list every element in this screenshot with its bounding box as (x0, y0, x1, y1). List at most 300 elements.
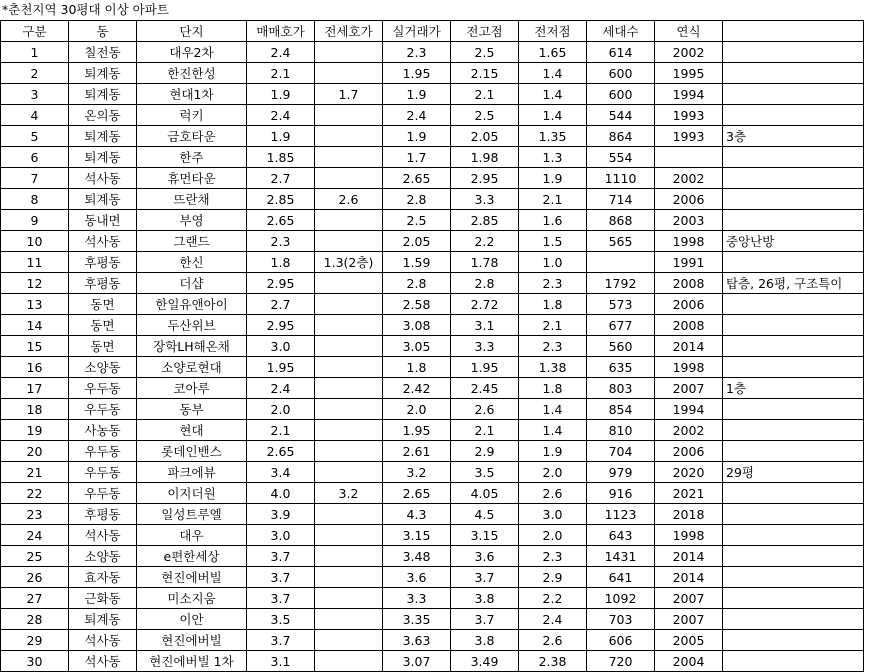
table-cell[interactable]: 1.3(2층) (315, 252, 383, 273)
table-cell[interactable]: 3.0 (247, 525, 315, 546)
table-cell[interactable]: 2.6 (519, 630, 587, 651)
table-cell[interactable]: 3 (1, 84, 69, 105)
column-header[interactable]: 전세호가 (315, 21, 383, 42)
table-cell[interactable]: 2.1 (451, 84, 519, 105)
table-cell[interactable]: 1.5 (519, 231, 587, 252)
table-cell[interactable]: 퇴계동 (69, 189, 137, 210)
table-cell[interactable]: 606 (587, 630, 655, 651)
table-cell[interactable]: 2.7 (247, 294, 315, 315)
table-cell[interactable] (723, 588, 864, 609)
table-cell[interactable]: 2.58 (383, 294, 451, 315)
table-cell[interactable] (723, 315, 864, 336)
table-cell[interactable]: 1.65 (519, 42, 587, 63)
table-cell[interactable] (587, 252, 655, 273)
table-cell[interactable]: 3.9 (247, 504, 315, 525)
table-cell[interactable] (723, 210, 864, 231)
table-cell[interactable]: 2.05 (451, 126, 519, 147)
table-cell[interactable]: 1092 (587, 588, 655, 609)
table-cell[interactable]: 대우2차 (137, 42, 247, 63)
table-cell[interactable]: 그랜드 (137, 231, 247, 252)
table-cell[interactable]: 3.7 (247, 630, 315, 651)
table-cell[interactable]: 2.65 (383, 483, 451, 504)
column-header[interactable]: 실거래가 (383, 21, 451, 42)
table-cell[interactable]: 2.38 (519, 651, 587, 672)
table-cell[interactable]: 3.6 (383, 567, 451, 588)
table-cell[interactable] (723, 630, 864, 651)
table-cell[interactable]: 3.5 (451, 462, 519, 483)
table-cell[interactable]: 한진한성 (137, 63, 247, 84)
table-cell[interactable]: 1.9 (519, 168, 587, 189)
table-cell[interactable]: 2.9 (451, 441, 519, 462)
table-cell[interactable]: 2008 (655, 273, 723, 294)
table-cell[interactable]: 퇴계동 (69, 147, 137, 168)
table-cell[interactable] (315, 546, 383, 567)
column-header[interactable]: 세대수 (587, 21, 655, 42)
table-cell[interactable]: 2.0 (383, 399, 451, 420)
table-cell[interactable]: 2.1 (519, 189, 587, 210)
table-cell[interactable] (723, 147, 864, 168)
table-cell[interactable]: 1.4 (519, 84, 587, 105)
table-cell[interactable]: 2.3 (519, 546, 587, 567)
table-cell[interactable]: 810 (587, 420, 655, 441)
table-cell[interactable] (315, 462, 383, 483)
table-cell[interactable]: 3.0 (519, 504, 587, 525)
table-cell[interactable]: 2007 (655, 588, 723, 609)
table-cell[interactable]: 3.6 (451, 546, 519, 567)
table-cell[interactable]: 탑층, 26평, 구조특이 (723, 273, 864, 294)
table-cell[interactable]: 석사동 (69, 651, 137, 672)
table-cell[interactable]: 1.9 (383, 84, 451, 105)
table-cell[interactable]: 1.7 (315, 84, 383, 105)
table-cell[interactable] (723, 441, 864, 462)
table-cell[interactable]: 현대1차 (137, 84, 247, 105)
table-cell[interactable]: 소양동 (69, 546, 137, 567)
table-cell[interactable]: 3.8 (451, 588, 519, 609)
table-cell[interactable]: 효자동 (69, 567, 137, 588)
table-cell[interactable]: 1.78 (451, 252, 519, 273)
table-cell[interactable]: 3.3 (451, 336, 519, 357)
table-cell[interactable]: 퇴계동 (69, 126, 137, 147)
table-cell[interactable]: 3.15 (383, 525, 451, 546)
table-cell[interactable] (315, 42, 383, 63)
table-cell[interactable]: 한신 (137, 252, 247, 273)
table-cell[interactable]: 21 (1, 462, 69, 483)
table-cell[interactable]: 1.3 (519, 147, 587, 168)
table-cell[interactable]: 1.59 (383, 252, 451, 273)
table-cell[interactable]: 현진에버빌 (137, 630, 247, 651)
table-cell[interactable]: 2014 (655, 546, 723, 567)
table-cell[interactable] (723, 189, 864, 210)
table-cell[interactable]: 635 (587, 357, 655, 378)
table-cell[interactable]: 28 (1, 609, 69, 630)
table-cell[interactable]: 1.4 (519, 63, 587, 84)
table-cell[interactable]: 우두동 (69, 399, 137, 420)
table-cell[interactable]: 17 (1, 378, 69, 399)
table-cell[interactable]: 퇴계동 (69, 609, 137, 630)
table-cell[interactable]: 1.6 (519, 210, 587, 231)
table-cell[interactable]: 더샵 (137, 273, 247, 294)
table-cell[interactable]: 1994 (655, 84, 723, 105)
table-cell[interactable]: 2.3 (519, 336, 587, 357)
table-cell[interactable]: 두산위브 (137, 315, 247, 336)
table-cell[interactable]: 대우 (137, 525, 247, 546)
table-cell[interactable]: 2.1 (247, 63, 315, 84)
table-cell[interactable]: 1.98 (451, 147, 519, 168)
table-cell[interactable] (723, 567, 864, 588)
table-cell[interactable]: 1998 (655, 231, 723, 252)
table-cell[interactable]: 868 (587, 210, 655, 231)
table-cell[interactable] (655, 147, 723, 168)
table-cell[interactable]: 중앙난방 (723, 231, 864, 252)
table-cell[interactable]: 4.05 (451, 483, 519, 504)
table-cell[interactable]: 18 (1, 399, 69, 420)
table-cell[interactable]: 803 (587, 378, 655, 399)
table-cell[interactable]: 1998 (655, 525, 723, 546)
table-cell[interactable]: 864 (587, 126, 655, 147)
table-cell[interactable] (723, 294, 864, 315)
table-cell[interactable]: 14 (1, 315, 69, 336)
table-cell[interactable]: 2018 (655, 504, 723, 525)
table-cell[interactable]: 13 (1, 294, 69, 315)
table-cell[interactable]: 560 (587, 336, 655, 357)
table-cell[interactable] (315, 147, 383, 168)
table-cell[interactable]: 8 (1, 189, 69, 210)
table-cell[interactable]: 석사동 (69, 168, 137, 189)
table-cell[interactable]: 16 (1, 357, 69, 378)
table-cell[interactable]: 2.95 (247, 315, 315, 336)
table-cell[interactable]: 2.8 (383, 189, 451, 210)
table-cell[interactable]: 2.05 (383, 231, 451, 252)
table-cell[interactable]: 2.0 (519, 525, 587, 546)
table-cell[interactable]: 2.2 (519, 588, 587, 609)
table-cell[interactable]: 2.9 (519, 567, 587, 588)
table-cell[interactable]: 12 (1, 273, 69, 294)
table-cell[interactable]: 1.7 (383, 147, 451, 168)
table-cell[interactable]: 2.15 (451, 63, 519, 84)
table-cell[interactable]: 720 (587, 651, 655, 672)
table-cell[interactable]: 2.0 (519, 462, 587, 483)
table-cell[interactable]: 6 (1, 147, 69, 168)
table-cell[interactable]: 2002 (655, 42, 723, 63)
table-cell[interactable]: 우두동 (69, 483, 137, 504)
table-cell[interactable]: 후평동 (69, 252, 137, 273)
table-cell[interactable]: 2.95 (451, 168, 519, 189)
table-cell[interactable]: 2.72 (451, 294, 519, 315)
table-cell[interactable]: 퇴계동 (69, 84, 137, 105)
table-cell[interactable]: 3.15 (451, 525, 519, 546)
table-cell[interactable]: 우두동 (69, 378, 137, 399)
table-cell[interactable]: 3.7 (247, 588, 315, 609)
table-cell[interactable]: 1.4 (519, 399, 587, 420)
table-cell[interactable]: 3.7 (451, 567, 519, 588)
table-cell[interactable]: 554 (587, 147, 655, 168)
table-cell[interactable]: 3.1 (247, 651, 315, 672)
table-cell[interactable]: 2.3 (519, 273, 587, 294)
table-cell[interactable]: 2.4 (247, 42, 315, 63)
table-cell[interactable]: 24 (1, 525, 69, 546)
table-cell[interactable]: 동내면 (69, 210, 137, 231)
table-cell[interactable]: 소양로현대 (137, 357, 247, 378)
table-cell[interactable]: 916 (587, 483, 655, 504)
table-cell[interactable]: 979 (587, 462, 655, 483)
table-cell[interactable]: 29평 (723, 462, 864, 483)
table-cell[interactable]: 2.45 (451, 378, 519, 399)
table-cell[interactable] (315, 609, 383, 630)
column-header[interactable] (723, 21, 864, 42)
table-cell[interactable]: 3.2 (383, 462, 451, 483)
table-cell[interactable]: 1.95 (451, 357, 519, 378)
table-cell[interactable]: 15 (1, 336, 69, 357)
table-cell[interactable] (315, 588, 383, 609)
table-cell[interactable]: 2014 (655, 567, 723, 588)
table-cell[interactable]: 3.7 (451, 609, 519, 630)
table-cell[interactable]: 29 (1, 630, 69, 651)
table-cell[interactable]: 3.48 (383, 546, 451, 567)
table-cell[interactable] (723, 357, 864, 378)
table-cell[interactable]: 3.0 (247, 336, 315, 357)
table-cell[interactable]: 3.08 (383, 315, 451, 336)
table-cell[interactable]: 사농동 (69, 420, 137, 441)
table-cell[interactable]: 3.5 (247, 609, 315, 630)
table-cell[interactable]: 파크에뷰 (137, 462, 247, 483)
table-cell[interactable]: 1123 (587, 504, 655, 525)
table-cell[interactable]: 23 (1, 504, 69, 525)
table-cell[interactable]: 2.4 (247, 378, 315, 399)
table-cell[interactable] (315, 525, 383, 546)
table-cell[interactable]: e편한세상 (137, 546, 247, 567)
table-cell[interactable] (315, 651, 383, 672)
table-cell[interactable] (315, 126, 383, 147)
table-cell[interactable] (723, 546, 864, 567)
table-cell[interactable]: 2006 (655, 189, 723, 210)
table-cell[interactable]: 3.1 (451, 315, 519, 336)
table-cell[interactable]: 한일유앤아이 (137, 294, 247, 315)
table-cell[interactable]: 1998 (655, 357, 723, 378)
table-cell[interactable]: 2005 (655, 630, 723, 651)
table-cell[interactable]: 우두동 (69, 441, 137, 462)
table-cell[interactable] (723, 504, 864, 525)
table-cell[interactable] (723, 252, 864, 273)
table-cell[interactable] (723, 105, 864, 126)
table-cell[interactable]: 1.0 (519, 252, 587, 273)
table-cell[interactable]: 4.3 (383, 504, 451, 525)
table-cell[interactable]: 1.9 (383, 126, 451, 147)
table-cell[interactable] (315, 504, 383, 525)
table-cell[interactable]: 2002 (655, 168, 723, 189)
table-cell[interactable] (723, 42, 864, 63)
table-cell[interactable] (723, 525, 864, 546)
table-cell[interactable]: 2.8 (451, 273, 519, 294)
table-cell[interactable]: 후평동 (69, 273, 137, 294)
table-cell[interactable]: 2.5 (451, 42, 519, 63)
table-cell[interactable]: 3.07 (383, 651, 451, 672)
table-cell[interactable]: 573 (587, 294, 655, 315)
table-cell[interactable]: 854 (587, 399, 655, 420)
column-header[interactable]: 구분 (1, 21, 69, 42)
table-cell[interactable]: 1.95 (383, 420, 451, 441)
table-cell[interactable]: 1.8 (519, 294, 587, 315)
table-cell[interactable]: 동면 (69, 336, 137, 357)
table-cell[interactable]: 2.4 (383, 105, 451, 126)
table-cell[interactable]: 2006 (655, 441, 723, 462)
table-cell[interactable] (315, 420, 383, 441)
table-cell[interactable]: 미소지움 (137, 588, 247, 609)
table-cell[interactable] (315, 63, 383, 84)
table-cell[interactable] (315, 168, 383, 189)
table-cell[interactable]: 11 (1, 252, 69, 273)
table-cell[interactable]: 2003 (655, 210, 723, 231)
table-cell[interactable]: 2.3 (247, 231, 315, 252)
table-cell[interactable]: 2.7 (247, 168, 315, 189)
table-cell[interactable] (315, 231, 383, 252)
table-cell[interactable] (315, 105, 383, 126)
table-cell[interactable]: 641 (587, 567, 655, 588)
table-cell[interactable]: 2007 (655, 609, 723, 630)
table-cell[interactable]: 현대 (137, 420, 247, 441)
table-cell[interactable]: 1.35 (519, 126, 587, 147)
table-cell[interactable]: 석사동 (69, 630, 137, 651)
table-cell[interactable]: 한주 (137, 147, 247, 168)
table-cell[interactable]: 3층 (723, 126, 864, 147)
table-cell[interactable]: 1431 (587, 546, 655, 567)
table-cell[interactable] (315, 273, 383, 294)
table-cell[interactable]: 퇴계동 (69, 63, 137, 84)
table-cell[interactable]: 석사동 (69, 231, 137, 252)
table-cell[interactable] (315, 630, 383, 651)
table-cell[interactable] (315, 357, 383, 378)
table-cell[interactable]: 3.7 (247, 567, 315, 588)
table-cell[interactable]: 2.8 (383, 273, 451, 294)
table-cell[interactable]: 3.3 (451, 189, 519, 210)
table-cell[interactable] (315, 399, 383, 420)
table-cell[interactable]: 럭키 (137, 105, 247, 126)
table-cell[interactable]: 1.4 (519, 420, 587, 441)
table-cell[interactable]: 1층 (723, 378, 864, 399)
table-cell[interactable] (315, 567, 383, 588)
table-cell[interactable]: 30 (1, 651, 69, 672)
table-cell[interactable] (723, 63, 864, 84)
table-cell[interactable]: 1.8 (247, 252, 315, 273)
table-cell[interactable]: 롯데인밴스 (137, 441, 247, 462)
table-cell[interactable]: 1.38 (519, 357, 587, 378)
table-cell[interactable]: 2.85 (451, 210, 519, 231)
table-cell[interactable]: 칠전동 (69, 42, 137, 63)
table-cell[interactable]: 2.5 (383, 210, 451, 231)
table-cell[interactable] (315, 294, 383, 315)
table-cell[interactable]: 1792 (587, 273, 655, 294)
table-cell[interactable]: 2.5 (451, 105, 519, 126)
table-cell[interactable] (723, 399, 864, 420)
table-cell[interactable]: 1 (1, 42, 69, 63)
table-cell[interactable]: 1.4 (519, 105, 587, 126)
table-cell[interactable]: 2.3 (383, 42, 451, 63)
table-cell[interactable]: 544 (587, 105, 655, 126)
table-cell[interactable]: 온의동 (69, 105, 137, 126)
table-cell[interactable]: 25 (1, 546, 69, 567)
table-cell[interactable]: 600 (587, 84, 655, 105)
table-cell[interactable]: 614 (587, 42, 655, 63)
column-header[interactable]: 동 (69, 21, 137, 42)
table-cell[interactable]: 1995 (655, 63, 723, 84)
table-cell[interactable]: 3.35 (383, 609, 451, 630)
table-cell[interactable]: 3.7 (247, 546, 315, 567)
table-cell[interactable]: 704 (587, 441, 655, 462)
table-cell[interactable] (723, 336, 864, 357)
table-cell[interactable]: 2.85 (247, 189, 315, 210)
table-cell[interactable]: 2.4 (519, 609, 587, 630)
table-cell[interactable]: 3.2 (315, 483, 383, 504)
table-cell[interactable]: 2.65 (247, 210, 315, 231)
table-cell[interactable]: 19 (1, 420, 69, 441)
table-cell[interactable]: 9 (1, 210, 69, 231)
table-cell[interactable]: 677 (587, 315, 655, 336)
table-cell[interactable]: 현진에버빌 1차 (137, 651, 247, 672)
table-cell[interactable]: 일성트루엘 (137, 504, 247, 525)
table-cell[interactable]: 1993 (655, 126, 723, 147)
table-cell[interactable] (723, 651, 864, 672)
table-cell[interactable] (723, 420, 864, 441)
table-cell[interactable]: 2 (1, 63, 69, 84)
table-cell[interactable]: 1.9 (247, 84, 315, 105)
table-cell[interactable]: 2.65 (383, 168, 451, 189)
table-cell[interactable]: 10 (1, 231, 69, 252)
table-cell[interactable]: 1.8 (383, 357, 451, 378)
table-cell[interactable]: 4 (1, 105, 69, 126)
table-cell[interactable]: 27 (1, 588, 69, 609)
table-cell[interactable]: 2014 (655, 336, 723, 357)
table-cell[interactable]: 이안 (137, 609, 247, 630)
table-cell[interactable] (723, 483, 864, 504)
table-cell[interactable]: 휴먼타운 (137, 168, 247, 189)
table-cell[interactable]: 3.05 (383, 336, 451, 357)
table-cell[interactable] (315, 336, 383, 357)
table-cell[interactable]: 7 (1, 168, 69, 189)
table-cell[interactable]: 2.2 (451, 231, 519, 252)
table-cell[interactable]: 22 (1, 483, 69, 504)
table-cell[interactable]: 2.61 (383, 441, 451, 462)
table-cell[interactable]: 643 (587, 525, 655, 546)
table-cell[interactable]: 565 (587, 231, 655, 252)
table-cell[interactable]: 3.49 (451, 651, 519, 672)
column-header[interactable]: 연식 (655, 21, 723, 42)
table-cell[interactable]: 3.3 (383, 588, 451, 609)
column-header[interactable]: 단지 (137, 21, 247, 42)
table-cell[interactable]: 26 (1, 567, 69, 588)
table-cell[interactable]: 714 (587, 189, 655, 210)
table-cell[interactable]: 뜨란채 (137, 189, 247, 210)
table-cell[interactable]: 2002 (655, 420, 723, 441)
table-cell[interactable]: 2008 (655, 315, 723, 336)
table-cell[interactable]: 3.4 (247, 462, 315, 483)
table-cell[interactable]: 2.6 (451, 399, 519, 420)
table-cell[interactable]: 1.8 (519, 378, 587, 399)
table-cell[interactable]: 1994 (655, 399, 723, 420)
table-cell[interactable]: 2.6 (315, 189, 383, 210)
table-cell[interactable]: 2006 (655, 294, 723, 315)
column-header[interactable]: 전고점 (451, 21, 519, 42)
table-cell[interactable]: 20 (1, 441, 69, 462)
table-cell[interactable]: 1.9 (519, 441, 587, 462)
table-cell[interactable]: 2.1 (247, 420, 315, 441)
table-cell[interactable]: 4.0 (247, 483, 315, 504)
table-cell[interactable]: 2007 (655, 378, 723, 399)
table-cell[interactable]: 동부 (137, 399, 247, 420)
table-cell[interactable]: 장학LH해온채 (137, 336, 247, 357)
table-cell[interactable] (723, 84, 864, 105)
table-cell[interactable]: 2.1 (451, 420, 519, 441)
column-header[interactable]: 매매호가 (247, 21, 315, 42)
table-cell[interactable]: 2004 (655, 651, 723, 672)
